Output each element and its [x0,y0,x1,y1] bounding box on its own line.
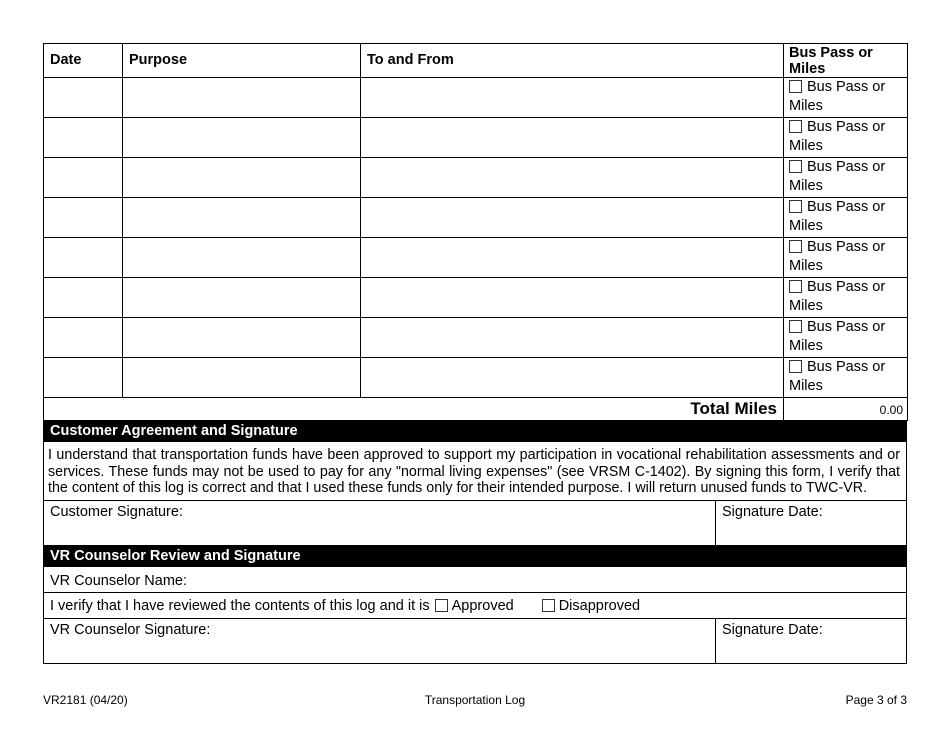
disapproved-label: Disapproved [558,598,641,614]
purpose-cell[interactable] [123,198,361,238]
transportation-log-table [43,43,908,421]
purpose-cell[interactable] [123,278,361,318]
table-row [44,78,908,118]
to-and-from-cell[interactable] [361,118,784,158]
bus-pass-or-miles-label: Bus Pass or Miles [789,239,886,274]
total-miles-value[interactable]: 0.00 [784,398,908,421]
bus-pass-or-miles-checkbox[interactable] [789,80,802,93]
total-miles-label: Total Miles [44,398,784,421]
customer-signature-label: Customer Signature: [50,504,183,520]
to-and-from-cell[interactable] [361,318,784,358]
date-cell[interactable] [44,198,123,238]
table-row [44,118,908,158]
customer-signature-date-label: Signature Date: [722,504,823,520]
bus-pass-or-miles-checkbox[interactable] [789,320,802,333]
approved-checkbox[interactable] [435,599,448,612]
bus-pass-or-miles-checkbox[interactable] [789,240,802,253]
form-title: Transportation Log [424,693,526,707]
bus-pass-or-miles-label: Bus Pass or Miles [789,199,886,234]
customer-agreement-text: I understand that transportation funds have been approved to support my participation in vocational rehabilitation assessments and or services. These funds may not be used to pay for any "normal living expenses" (see VRSM C-1402). By signing this form, I verify that the content of this log is correct and that I used these funds only for their intended purpose. I will return unused funds to TWC-VR. [43,442,907,501]
counselor-section-header: VR Counselor Review and Signature [43,546,907,567]
table-row [44,358,908,398]
header-purpose: Purpose [123,44,361,78]
to-and-from-cell[interactable] [361,238,784,278]
bus-pass-or-miles-label: Bus Pass or Miles [789,279,886,314]
bus-pass-or-miles-label: Bus Pass or Miles [789,319,886,354]
bus-pass-or-miles-cell [784,238,908,278]
counselor-signature-row [43,619,907,664]
approved-label: Approved [451,598,514,614]
bus-pass-or-miles-checkbox[interactable] [789,280,802,293]
verify-text: I verify that I have reviewed the contents of this log and it is [50,598,430,614]
table-row [44,238,908,278]
bus-pass-or-miles-label: Bus Pass or Miles [789,119,886,154]
date-cell[interactable] [44,78,123,118]
bus-pass-or-miles-cell [784,198,908,238]
counselor-signature-field[interactable] [44,619,716,663]
purpose-cell[interactable] [123,238,361,278]
bus-pass-or-miles-cell [784,318,908,358]
table-row [44,318,908,358]
disapproved-checkbox[interactable] [542,599,555,612]
purpose-cell[interactable] [123,358,361,398]
counselor-signature-date-field[interactable] [716,619,906,663]
customer-signature-row [43,501,907,546]
page-number: Page 3 of 3 [845,693,907,707]
header-bus-pass-or-miles: Bus Pass or Miles [784,44,908,78]
bus-pass-or-miles-cell [784,158,908,198]
log-rows [44,78,908,398]
customer-signature-date-field[interactable] [716,501,906,545]
date-cell[interactable] [44,158,123,198]
header-date: Date [44,44,123,78]
bus-pass-or-miles-checkbox[interactable] [789,120,802,133]
purpose-cell[interactable] [123,118,361,158]
to-and-from-cell[interactable] [361,358,784,398]
purpose-cell[interactable] [123,158,361,198]
table-row [44,158,908,198]
date-cell[interactable] [44,278,123,318]
purpose-cell[interactable] [123,78,361,118]
counselor-name-label: VR Counselor Name: [50,573,187,589]
date-cell[interactable] [44,118,123,158]
form-page [43,43,907,664]
to-and-from-cell[interactable] [361,158,784,198]
bus-pass-or-miles-cell [784,78,908,118]
counselor-verify-row [43,593,907,619]
counselor-signature-label: VR Counselor Signature: [50,622,211,638]
customer-signature-field[interactable] [44,501,716,545]
to-and-from-cell[interactable] [361,198,784,238]
counselor-signature-date-label: Signature Date: [722,622,823,638]
bus-pass-or-miles-label: Bus Pass or Miles [789,159,886,194]
bus-pass-or-miles-checkbox[interactable] [789,200,802,213]
date-cell[interactable] [44,318,123,358]
to-and-from-cell[interactable] [361,278,784,318]
date-cell[interactable] [44,358,123,398]
bus-pass-or-miles-cell [784,278,908,318]
bus-pass-or-miles-checkbox[interactable] [789,160,802,173]
bus-pass-or-miles-checkbox[interactable] [789,360,802,373]
bus-pass-or-miles-label: Bus Pass or Miles [789,359,886,394]
purpose-cell[interactable] [123,318,361,358]
table-row [44,278,908,318]
bus-pass-or-miles-cell [784,358,908,398]
form-id: VR2181 (04/20) [43,693,128,707]
header-to-and-from: To and From [361,44,784,78]
counselor-name-field[interactable] [43,567,907,593]
bus-pass-or-miles-cell [784,118,908,158]
to-and-from-cell[interactable] [361,78,784,118]
bus-pass-or-miles-label: Bus Pass or Miles [789,79,886,114]
customer-section-header: Customer Agreement and Signature [43,421,907,442]
table-row [44,198,908,238]
date-cell[interactable] [44,238,123,278]
